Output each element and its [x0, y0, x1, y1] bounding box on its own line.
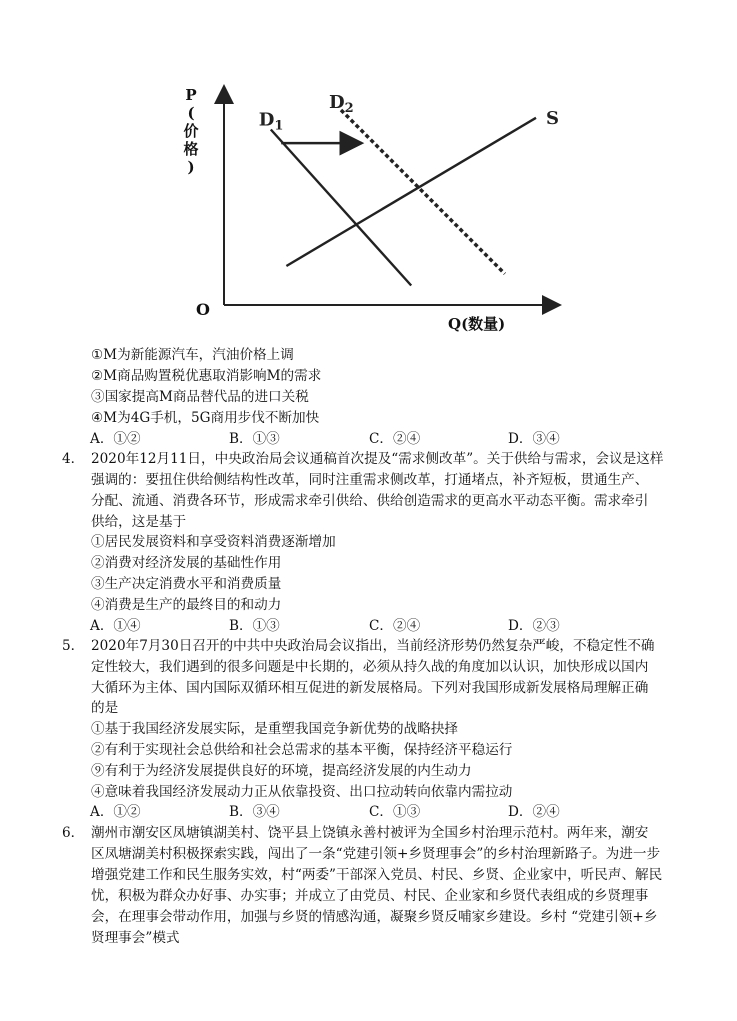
curve-label-s: S: [546, 107, 559, 129]
q3-option-c[interactable]: C．②④: [369, 431, 421, 447]
q5-item-4: ④意味着我国经济发展动力正从依靠投资、出口拉动转向依靠内需拉动: [91, 784, 513, 800]
q3-item-1: ①M为新能源汽车，汽油价格上调: [91, 347, 294, 363]
q4-option-c[interactable]: C．②④: [369, 618, 421, 634]
q6-stem-line-3: 增强党建工作和民生服务实效，村“两委”干部深入党员、村民、乡贤、企业家中，听民声、解民: [91, 867, 663, 883]
supply-demand-chart: [0, 0, 737, 345]
q5-option-a[interactable]: A．①②: [90, 804, 141, 820]
q3-item-4: ④M为4G手机，5G商用步伐不断加快: [91, 410, 320, 426]
q4-item-2: ②消费对经济发展的基础性作用: [91, 555, 282, 571]
q5-item-2: ②有利于实现社会总供给和社会总需求的基本平衡，保持经济平稳运行: [91, 742, 513, 758]
x-axis-label: Q(数量): [448, 315, 506, 333]
q5-stem-line-3: 大循环为主体、国内国际双循环相互促进的新发展格局。下列对我国形成新发展格局理解正确: [91, 680, 649, 696]
q6-stem-line-6: 贤理事会”模式: [91, 930, 180, 946]
curve-s: [286, 118, 536, 266]
curve-d2: [341, 110, 505, 274]
q3-item-2: ②M商品购置税优惠取消影响M的需求: [91, 368, 322, 384]
q4-stem-line-4: 供给，这是基于: [91, 514, 187, 530]
q4-item-4: ④消费是生产的最终目的和动力: [91, 597, 282, 613]
y-axis-label: P ( 价 格 ): [183, 86, 199, 176]
q4-number: 4．: [62, 451, 85, 467]
q5-item-1: ①基于我国经济发展实际，是重塑我国竞争新优势的战略抉择: [91, 721, 459, 737]
q4-stem-line-2: 强调的：要扭住供给侧结构性改革，同时注重需求侧改革，打通堵点，补齐短板，贯通生产、: [91, 472, 649, 488]
q4-option-d[interactable]: D．②③: [508, 618, 560, 634]
q3-item-3: ③国家提高M商品替代品的进口关税: [91, 389, 309, 405]
q3-option-d[interactable]: D．③④: [508, 431, 560, 447]
q5-option-d[interactable]: D．②④: [508, 804, 560, 820]
q5-stem-line-1: 2020年7月30日召开的中共中央政治局会议指出，当前经济形势仍然复杂严峻，不稳定性不确: [91, 638, 655, 654]
q5-item-3: ⑨有利于为经济发展提供良好的环境，提高经济发展的内生动力: [91, 763, 472, 779]
q6-stem-line-1: 潮州市潮安区凤塘镇湖美村、饶平县上饶镇永善村被评为全国乡村治理示范村。两年来，潮安: [91, 825, 649, 841]
q3-options: [90, 429, 650, 449]
q4-stem-line-3: 分配、流通、消费各环节，形成需求牵引供给、供给创造需求的更高水平动态平衡。需求牵引: [91, 493, 649, 509]
q6-stem-line-5: 会，在理事会带动作用，加强与乡贤的情感沟通，凝聚乡贤反哺家乡建设。乡村 “党建引领+乡: [91, 909, 658, 925]
q6-stem-line-2: 区凤塘湖美村积极探索实践，闯出了一条“党建引领+乡贤理事会”的乡村治理新路子。为进一步: [91, 846, 661, 862]
q4-option-a[interactable]: A．①④: [90, 618, 141, 634]
curve-label-d1: $D_1$: [258, 109, 284, 134]
q5-option-b[interactable]: B．③④: [229, 804, 280, 820]
q3-option-a[interactable]: A．①②: [90, 431, 141, 447]
q4-options: [90, 616, 650, 636]
q4-stem-line-1: 2020年12月11日，中央政治局会议通稿首次提及“需求侧改革”。关于供给与需求，会议是这样: [91, 451, 664, 467]
q6-number: 6．: [62, 825, 85, 841]
q5-stem-line-4: 的是: [91, 700, 119, 716]
q6-stem-line-4: 忧，积极为群众办好事、办实事；并成立了由党员、村民、企业家和乡贤代表组成的乡贤理事: [91, 888, 649, 904]
q4-option-b[interactable]: B．①③: [229, 618, 280, 634]
origin-label: O: [196, 300, 210, 319]
q3-option-b[interactable]: B．①③: [229, 431, 280, 447]
q5-number: 5．: [62, 638, 85, 654]
q4-item-3: ③生产决定消费水平和消费质量: [91, 576, 282, 592]
q5-options: [90, 802, 650, 822]
q5-stem-line-2: 定性较大，我们遇到的很多问题是中长期的，必须从持久战的角度加以认识，加快形成以国内: [91, 659, 649, 675]
q4-item-1: ①居民发展资料和享受资料消费逐渐增加: [91, 534, 336, 550]
q5-option-c[interactable]: C．①③: [369, 804, 421, 820]
curve-label-d2: $D_2$: [329, 92, 354, 116]
